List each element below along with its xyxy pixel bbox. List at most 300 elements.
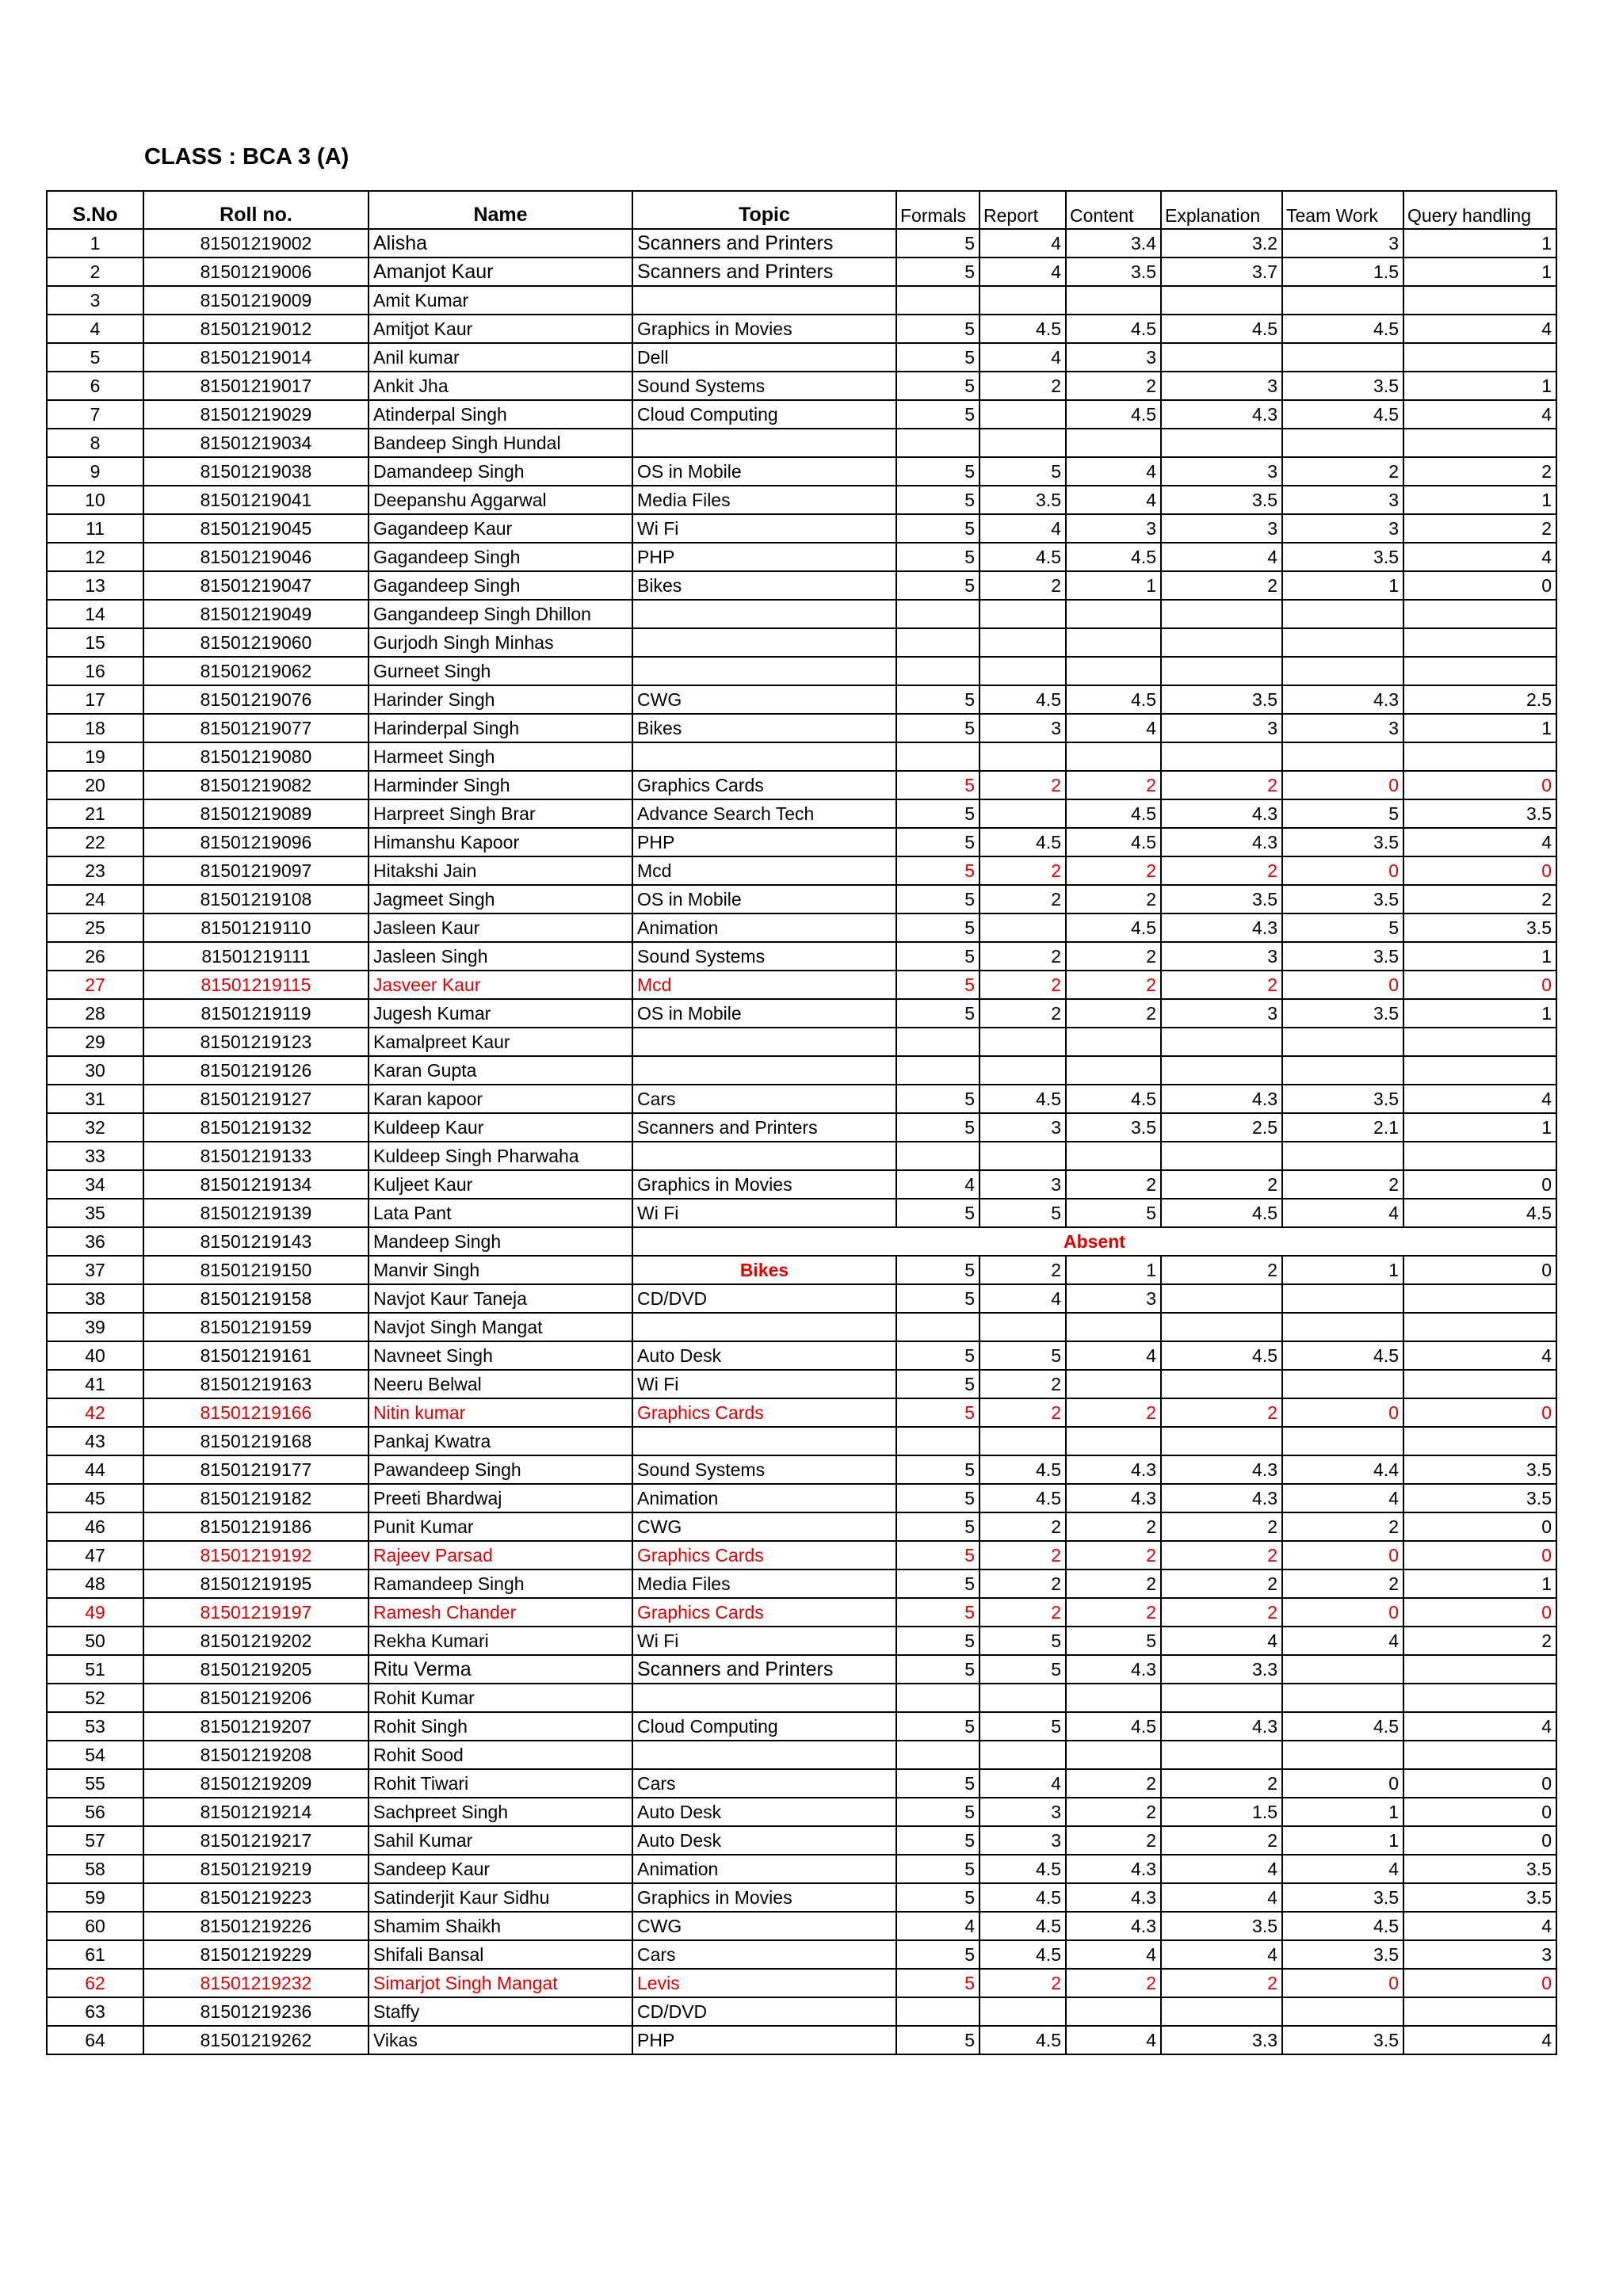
content-cell: 4 bbox=[1066, 2026, 1161, 2054]
report-cell: 2 bbox=[980, 942, 1066, 971]
formals-cell: 5 bbox=[896, 315, 980, 343]
explanation-cell bbox=[1161, 1056, 1282, 1085]
report-cell bbox=[980, 1741, 1066, 1769]
query-handling-cell: 3 bbox=[1403, 1940, 1556, 1969]
sno-cell: 28 bbox=[47, 999, 143, 1028]
query-handling-cell: 4 bbox=[1403, 400, 1556, 429]
table-row bbox=[47, 1741, 1556, 1769]
roll-no-cell: 81501219232 bbox=[143, 1969, 369, 1997]
sno-cell: 16 bbox=[47, 657, 143, 685]
name-cell: Kuldeep Singh Pharwaha bbox=[369, 1142, 632, 1170]
topic-cell: Graphics in Movies bbox=[632, 1170, 896, 1199]
team-work-cell: 1 bbox=[1282, 1256, 1403, 1284]
table-row bbox=[47, 742, 1556, 771]
table-row bbox=[47, 372, 1556, 400]
query-handling-cell: 3.5 bbox=[1403, 799, 1556, 828]
content-cell bbox=[1066, 1684, 1161, 1712]
topic-cell: Bikes bbox=[632, 714, 896, 742]
roll-no-cell: 81501219127 bbox=[143, 1085, 369, 1113]
table-row bbox=[47, 1256, 1556, 1284]
sno-cell: 6 bbox=[47, 372, 143, 400]
roll-no-cell: 81501219182 bbox=[143, 1484, 369, 1512]
sno-cell: 21 bbox=[47, 799, 143, 828]
formals-cell: 5 bbox=[896, 885, 980, 913]
team-work-cell bbox=[1282, 1741, 1403, 1769]
query-handling-cell: 1 bbox=[1403, 714, 1556, 742]
formals-cell bbox=[896, 1741, 980, 1769]
content-cell: 2 bbox=[1066, 1541, 1161, 1569]
explanation-cell: 4.3 bbox=[1161, 1484, 1282, 1512]
topic-cell: Wi Fi bbox=[632, 514, 896, 543]
sno-cell: 60 bbox=[47, 1912, 143, 1940]
roll-no-cell: 81501219219 bbox=[143, 1855, 369, 1883]
query-handling-cell: 2 bbox=[1403, 885, 1556, 913]
report-cell: 4.5 bbox=[980, 1912, 1066, 1940]
team-work-cell bbox=[1282, 1284, 1403, 1313]
team-work-cell: 3.5 bbox=[1282, 372, 1403, 400]
explanation-cell bbox=[1161, 1997, 1282, 2026]
table-row bbox=[47, 1313, 1556, 1341]
marks-table bbox=[46, 190, 1557, 2055]
content-cell bbox=[1066, 1142, 1161, 1170]
name-cell: Harinderpal Singh bbox=[369, 714, 632, 742]
name-cell: Ankit Jha bbox=[369, 372, 632, 400]
explanation-cell: 2 bbox=[1161, 1512, 1282, 1541]
content-cell: 2 bbox=[1066, 999, 1161, 1028]
topic-cell: Scanners and Printers bbox=[632, 1113, 896, 1142]
topic-cell bbox=[632, 600, 896, 628]
report-cell: 5 bbox=[980, 1341, 1066, 1370]
sno-cell: 7 bbox=[47, 400, 143, 429]
formals-cell: 5 bbox=[896, 1398, 980, 1427]
content-cell: 3.5 bbox=[1066, 257, 1161, 286]
roll-no-cell: 81501219143 bbox=[143, 1227, 369, 1256]
formals-cell bbox=[896, 628, 980, 657]
table-row bbox=[47, 999, 1556, 1028]
topic-cell bbox=[632, 1056, 896, 1085]
topic-cell: CD/DVD bbox=[632, 1284, 896, 1313]
name-cell: Hitakshi Jain bbox=[369, 856, 632, 885]
explanation-cell: 3.5 bbox=[1161, 685, 1282, 714]
content-cell: 4.5 bbox=[1066, 828, 1161, 856]
query-handling-cell: 0 bbox=[1403, 971, 1556, 999]
header-query-handling: Query handling bbox=[1403, 191, 1556, 229]
explanation-cell: 2 bbox=[1161, 1569, 1282, 1598]
topic-cell: Graphics Cards bbox=[632, 1598, 896, 1627]
formals-cell: 5 bbox=[896, 1256, 980, 1284]
sno-cell: 51 bbox=[47, 1655, 143, 1684]
report-cell bbox=[980, 1142, 1066, 1170]
query-handling-cell: 0 bbox=[1403, 571, 1556, 600]
roll-no-cell: 81501219214 bbox=[143, 1798, 369, 1826]
topic-cell bbox=[632, 628, 896, 657]
roll-no-cell: 81501219045 bbox=[143, 514, 369, 543]
name-cell: Harpreet Singh Brar bbox=[369, 799, 632, 828]
table-row bbox=[47, 1969, 1556, 1997]
explanation-cell: 4 bbox=[1161, 543, 1282, 571]
header-content: Content bbox=[1066, 191, 1161, 229]
formals-cell: 5 bbox=[896, 1569, 980, 1598]
roll-no-cell: 81501219217 bbox=[143, 1826, 369, 1855]
explanation-cell: 4.3 bbox=[1161, 1085, 1282, 1113]
name-cell: Sandeep Kaur bbox=[369, 1855, 632, 1883]
table-row bbox=[47, 1569, 1556, 1598]
report-cell: 4.5 bbox=[980, 1455, 1066, 1484]
formals-cell: 5 bbox=[896, 514, 980, 543]
formals-cell: 5 bbox=[896, 1826, 980, 1855]
topic-cell bbox=[632, 429, 896, 457]
table-row bbox=[47, 1227, 1556, 1256]
explanation-cell: 4.5 bbox=[1161, 315, 1282, 343]
query-handling-cell: 0 bbox=[1403, 856, 1556, 885]
roll-no-cell: 81501219014 bbox=[143, 343, 369, 372]
topic-cell: PHP bbox=[632, 828, 896, 856]
query-handling-cell bbox=[1403, 628, 1556, 657]
explanation-cell: 3 bbox=[1161, 372, 1282, 400]
query-handling-cell: 1 bbox=[1403, 372, 1556, 400]
explanation-cell: 4.5 bbox=[1161, 1199, 1282, 1227]
topic-cell: Advance Search Tech bbox=[632, 799, 896, 828]
topic-cell: CWG bbox=[632, 1912, 896, 1940]
explanation-cell bbox=[1161, 742, 1282, 771]
name-cell: Gagandeep Singh bbox=[369, 543, 632, 571]
explanation-cell: 4.5 bbox=[1161, 1341, 1282, 1370]
topic-cell: Mcd bbox=[632, 971, 896, 999]
formals-cell: 5 bbox=[896, 1598, 980, 1627]
report-cell: 4.5 bbox=[980, 828, 1066, 856]
explanation-cell: 2 bbox=[1161, 856, 1282, 885]
query-handling-cell: 0 bbox=[1403, 1398, 1556, 1427]
team-work-cell: 4.5 bbox=[1282, 1912, 1403, 1940]
header-row bbox=[47, 191, 1556, 229]
report-cell bbox=[980, 429, 1066, 457]
formals-cell: 5 bbox=[896, 1712, 980, 1741]
report-cell bbox=[980, 628, 1066, 657]
roll-no-cell: 81501219192 bbox=[143, 1541, 369, 1569]
formals-cell bbox=[896, 1427, 980, 1455]
formals-cell: 5 bbox=[896, 1341, 980, 1370]
explanation-cell: 3 bbox=[1161, 999, 1282, 1028]
name-cell: Simarjot Singh Mangat bbox=[369, 1969, 632, 1997]
report-cell bbox=[980, 1028, 1066, 1056]
explanation-cell: 4.3 bbox=[1161, 400, 1282, 429]
table-row bbox=[47, 1028, 1556, 1056]
formals-cell: 5 bbox=[896, 1085, 980, 1113]
sno-cell: 17 bbox=[47, 685, 143, 714]
name-cell: Rekha Kumari bbox=[369, 1627, 632, 1655]
team-work-cell bbox=[1282, 1655, 1403, 1684]
team-work-cell: 0 bbox=[1282, 1969, 1403, 1997]
topic-cell bbox=[632, 742, 896, 771]
report-cell: 4 bbox=[980, 343, 1066, 372]
content-cell: 1 bbox=[1066, 1256, 1161, 1284]
roll-no-cell: 81501219029 bbox=[143, 400, 369, 429]
team-work-cell: 3 bbox=[1282, 229, 1403, 257]
sno-cell: 32 bbox=[47, 1113, 143, 1142]
formals-cell bbox=[896, 1028, 980, 1056]
sno-cell: 2 bbox=[47, 257, 143, 286]
content-cell bbox=[1066, 628, 1161, 657]
content-cell: 4.3 bbox=[1066, 1883, 1161, 1912]
topic-cell: CWG bbox=[632, 685, 896, 714]
query-handling-cell bbox=[1403, 1284, 1556, 1313]
team-work-cell: 1 bbox=[1282, 571, 1403, 600]
report-cell bbox=[980, 1427, 1066, 1455]
sno-cell: 47 bbox=[47, 1541, 143, 1569]
table-row bbox=[47, 229, 1556, 257]
explanation-cell: 3 bbox=[1161, 457, 1282, 486]
formals-cell: 5 bbox=[896, 913, 980, 942]
query-handling-cell bbox=[1403, 1997, 1556, 2026]
formals-cell: 5 bbox=[896, 1512, 980, 1541]
content-cell bbox=[1066, 1313, 1161, 1341]
topic-cell bbox=[632, 1028, 896, 1056]
name-cell: Anil kumar bbox=[369, 343, 632, 372]
roll-no-cell: 81501219111 bbox=[143, 942, 369, 971]
report-cell bbox=[980, 657, 1066, 685]
marks-table-body bbox=[47, 229, 1556, 2054]
content-cell: 2 bbox=[1066, 885, 1161, 913]
content-cell bbox=[1066, 1741, 1161, 1769]
query-handling-cell: 1 bbox=[1403, 229, 1556, 257]
roll-no-cell: 81501219096 bbox=[143, 828, 369, 856]
table-row bbox=[47, 828, 1556, 856]
name-cell: Ramandeep Singh bbox=[369, 1569, 632, 1598]
roll-no-cell: 81501219208 bbox=[143, 1741, 369, 1769]
formals-cell: 5 bbox=[896, 571, 980, 600]
content-cell: 2 bbox=[1066, 971, 1161, 999]
formals-cell: 5 bbox=[896, 257, 980, 286]
name-cell: Jagmeet Singh bbox=[369, 885, 632, 913]
table-row bbox=[47, 771, 1556, 799]
roll-no-cell: 81501219139 bbox=[143, 1199, 369, 1227]
report-cell: 4 bbox=[980, 514, 1066, 543]
team-work-cell: 2 bbox=[1282, 457, 1403, 486]
formals-cell: 4 bbox=[896, 1170, 980, 1199]
roll-no-cell: 81501219097 bbox=[143, 856, 369, 885]
team-work-cell: 4 bbox=[1282, 1484, 1403, 1512]
roll-no-cell: 81501219082 bbox=[143, 771, 369, 799]
formals-cell: 5 bbox=[896, 1284, 980, 1313]
explanation-cell: 3 bbox=[1161, 942, 1282, 971]
table-row bbox=[47, 600, 1556, 628]
roll-no-cell: 81501219134 bbox=[143, 1170, 369, 1199]
team-work-cell: 0 bbox=[1282, 971, 1403, 999]
content-cell: 4.3 bbox=[1066, 1455, 1161, 1484]
sno-cell: 41 bbox=[47, 1370, 143, 1398]
explanation-cell bbox=[1161, 1142, 1282, 1170]
report-cell bbox=[980, 1684, 1066, 1712]
content-cell bbox=[1066, 742, 1161, 771]
roll-no-cell: 81501219006 bbox=[143, 257, 369, 286]
query-handling-cell: 4 bbox=[1403, 1712, 1556, 1741]
query-handling-cell: 2 bbox=[1403, 457, 1556, 486]
explanation-cell bbox=[1161, 1741, 1282, 1769]
explanation-cell bbox=[1161, 286, 1282, 315]
content-cell: 2 bbox=[1066, 856, 1161, 885]
content-cell bbox=[1066, 286, 1161, 315]
query-handling-cell bbox=[1403, 1056, 1556, 1085]
roll-no-cell: 81501219150 bbox=[143, 1256, 369, 1284]
formals-cell: 5 bbox=[896, 1199, 980, 1227]
topic-cell: CD/DVD bbox=[632, 1997, 896, 2026]
name-cell: Mandeep Singh bbox=[369, 1227, 632, 1256]
team-work-cell: 4.4 bbox=[1282, 1455, 1403, 1484]
sno-cell: 52 bbox=[47, 1684, 143, 1712]
report-cell: 4.5 bbox=[980, 685, 1066, 714]
roll-no-cell: 81501219038 bbox=[143, 457, 369, 486]
explanation-cell: 4 bbox=[1161, 1627, 1282, 1655]
sno-cell: 19 bbox=[47, 742, 143, 771]
table-row bbox=[47, 1170, 1556, 1199]
query-handling-cell: 0 bbox=[1403, 1256, 1556, 1284]
table-row bbox=[47, 1598, 1556, 1627]
content-cell bbox=[1066, 1997, 1161, 2026]
content-cell: 2 bbox=[1066, 771, 1161, 799]
sno-cell: 50 bbox=[47, 1627, 143, 1655]
header-formals: Formals bbox=[896, 191, 980, 229]
sno-cell: 59 bbox=[47, 1883, 143, 1912]
explanation-cell bbox=[1161, 1284, 1282, 1313]
table-row bbox=[47, 343, 1556, 372]
team-work-cell bbox=[1282, 343, 1403, 372]
table-row bbox=[47, 1997, 1556, 2026]
explanation-cell: 3.5 bbox=[1161, 486, 1282, 514]
team-work-cell: 3.5 bbox=[1282, 1085, 1403, 1113]
sno-cell: 42 bbox=[47, 1398, 143, 1427]
team-work-cell: 1.5 bbox=[1282, 257, 1403, 286]
team-work-cell: 2.1 bbox=[1282, 1113, 1403, 1142]
formals-cell: 5 bbox=[896, 2026, 980, 2054]
formals-cell bbox=[896, 657, 980, 685]
topic-cell: Animation bbox=[632, 1484, 896, 1512]
name-cell: Rajeev Parsad bbox=[369, 1541, 632, 1569]
report-cell: 2 bbox=[980, 571, 1066, 600]
formals-cell bbox=[896, 1684, 980, 1712]
explanation-cell: 1.5 bbox=[1161, 1798, 1282, 1826]
topic-cell: PHP bbox=[632, 543, 896, 571]
roll-no-cell: 81501219002 bbox=[143, 229, 369, 257]
team-work-cell: 3.5 bbox=[1282, 1883, 1403, 1912]
team-work-cell: 3 bbox=[1282, 486, 1403, 514]
report-cell bbox=[980, 286, 1066, 315]
topic-cell: Scanners and Printers bbox=[632, 1655, 896, 1684]
table-row bbox=[47, 799, 1556, 828]
report-cell: 2 bbox=[980, 1370, 1066, 1398]
query-handling-cell bbox=[1403, 1142, 1556, 1170]
roll-no-cell: 81501219115 bbox=[143, 971, 369, 999]
topic-cell: Graphics in Movies bbox=[632, 1883, 896, 1912]
content-cell bbox=[1066, 1427, 1161, 1455]
report-cell: 3 bbox=[980, 1113, 1066, 1142]
formals-cell: 5 bbox=[896, 1655, 980, 1684]
name-cell: Rohit Sood bbox=[369, 1741, 632, 1769]
table-row bbox=[47, 571, 1556, 600]
report-cell bbox=[980, 1313, 1066, 1341]
formals-cell: 5 bbox=[896, 1940, 980, 1969]
query-handling-cell: 3.5 bbox=[1403, 1455, 1556, 1484]
team-work-cell bbox=[1282, 1028, 1403, 1056]
team-work-cell: 3 bbox=[1282, 714, 1403, 742]
header-roll-no: Roll no. bbox=[143, 191, 369, 229]
report-cell: 2 bbox=[980, 885, 1066, 913]
team-work-cell: 4 bbox=[1282, 1855, 1403, 1883]
name-cell: Manvir Singh bbox=[369, 1256, 632, 1284]
content-cell: 4.5 bbox=[1066, 1712, 1161, 1741]
report-cell bbox=[980, 913, 1066, 942]
name-cell: Gurjodh Singh Minhas bbox=[369, 628, 632, 657]
roll-no-cell: 81501219049 bbox=[143, 600, 369, 628]
formals-cell bbox=[896, 1142, 980, 1170]
formals-cell: 5 bbox=[896, 999, 980, 1028]
topic-cell: Cars bbox=[632, 1769, 896, 1798]
sno-cell: 37 bbox=[47, 1256, 143, 1284]
team-work-cell: 0 bbox=[1282, 1541, 1403, 1569]
content-cell: 4.5 bbox=[1066, 1085, 1161, 1113]
team-work-cell: 4 bbox=[1282, 1199, 1403, 1227]
content-cell: 2 bbox=[1066, 1769, 1161, 1798]
topic-cell: Graphics in Movies bbox=[632, 315, 896, 343]
name-cell: Staffy bbox=[369, 1997, 632, 2026]
team-work-cell: 1 bbox=[1282, 1798, 1403, 1826]
sno-cell: 34 bbox=[47, 1170, 143, 1199]
report-cell: 4.5 bbox=[980, 315, 1066, 343]
roll-no-cell: 81501219207 bbox=[143, 1712, 369, 1741]
content-cell: 1 bbox=[1066, 571, 1161, 600]
sno-cell: 62 bbox=[47, 1969, 143, 1997]
content-cell: 5 bbox=[1066, 1199, 1161, 1227]
formals-cell: 5 bbox=[896, 1855, 980, 1883]
content-cell: 4.3 bbox=[1066, 1655, 1161, 1684]
formals-cell: 5 bbox=[896, 1769, 980, 1798]
content-cell: 3 bbox=[1066, 1284, 1161, 1313]
team-work-cell: 2 bbox=[1282, 1170, 1403, 1199]
table-row bbox=[47, 1541, 1556, 1569]
team-work-cell bbox=[1282, 1997, 1403, 2026]
name-cell: Rohit Tiwari bbox=[369, 1769, 632, 1798]
formals-cell: 5 bbox=[896, 971, 980, 999]
team-work-cell bbox=[1282, 1056, 1403, 1085]
roll-no-cell: 81501219202 bbox=[143, 1627, 369, 1655]
sno-cell: 40 bbox=[47, 1341, 143, 1370]
topic-cell: Levis bbox=[632, 1969, 896, 1997]
formals-cell: 5 bbox=[896, 1798, 980, 1826]
sno-cell: 39 bbox=[47, 1313, 143, 1341]
explanation-cell: 3 bbox=[1161, 714, 1282, 742]
table-row bbox=[47, 1912, 1556, 1940]
name-cell: Bandeep Singh Hundal bbox=[369, 429, 632, 457]
table-row bbox=[47, 257, 1556, 286]
table-row bbox=[47, 971, 1556, 999]
sno-cell: 8 bbox=[47, 429, 143, 457]
formals-cell: 5 bbox=[896, 685, 980, 714]
name-cell: Jasveer Kaur bbox=[369, 971, 632, 999]
report-cell: 2 bbox=[980, 1398, 1066, 1427]
content-cell bbox=[1066, 600, 1161, 628]
sno-cell: 31 bbox=[47, 1085, 143, 1113]
formals-cell: 5 bbox=[896, 828, 980, 856]
report-cell: 4 bbox=[980, 257, 1066, 286]
query-handling-cell: 1 bbox=[1403, 1113, 1556, 1142]
topic-cell: Dell bbox=[632, 343, 896, 372]
formals-cell: 5 bbox=[896, 1113, 980, 1142]
roll-no-cell: 81501219108 bbox=[143, 885, 369, 913]
name-cell: Navneet Singh bbox=[369, 1341, 632, 1370]
roll-no-cell: 81501219047 bbox=[143, 571, 369, 600]
table-row bbox=[47, 1512, 1556, 1541]
content-cell: 2 bbox=[1066, 1598, 1161, 1627]
sno-cell: 45 bbox=[47, 1484, 143, 1512]
